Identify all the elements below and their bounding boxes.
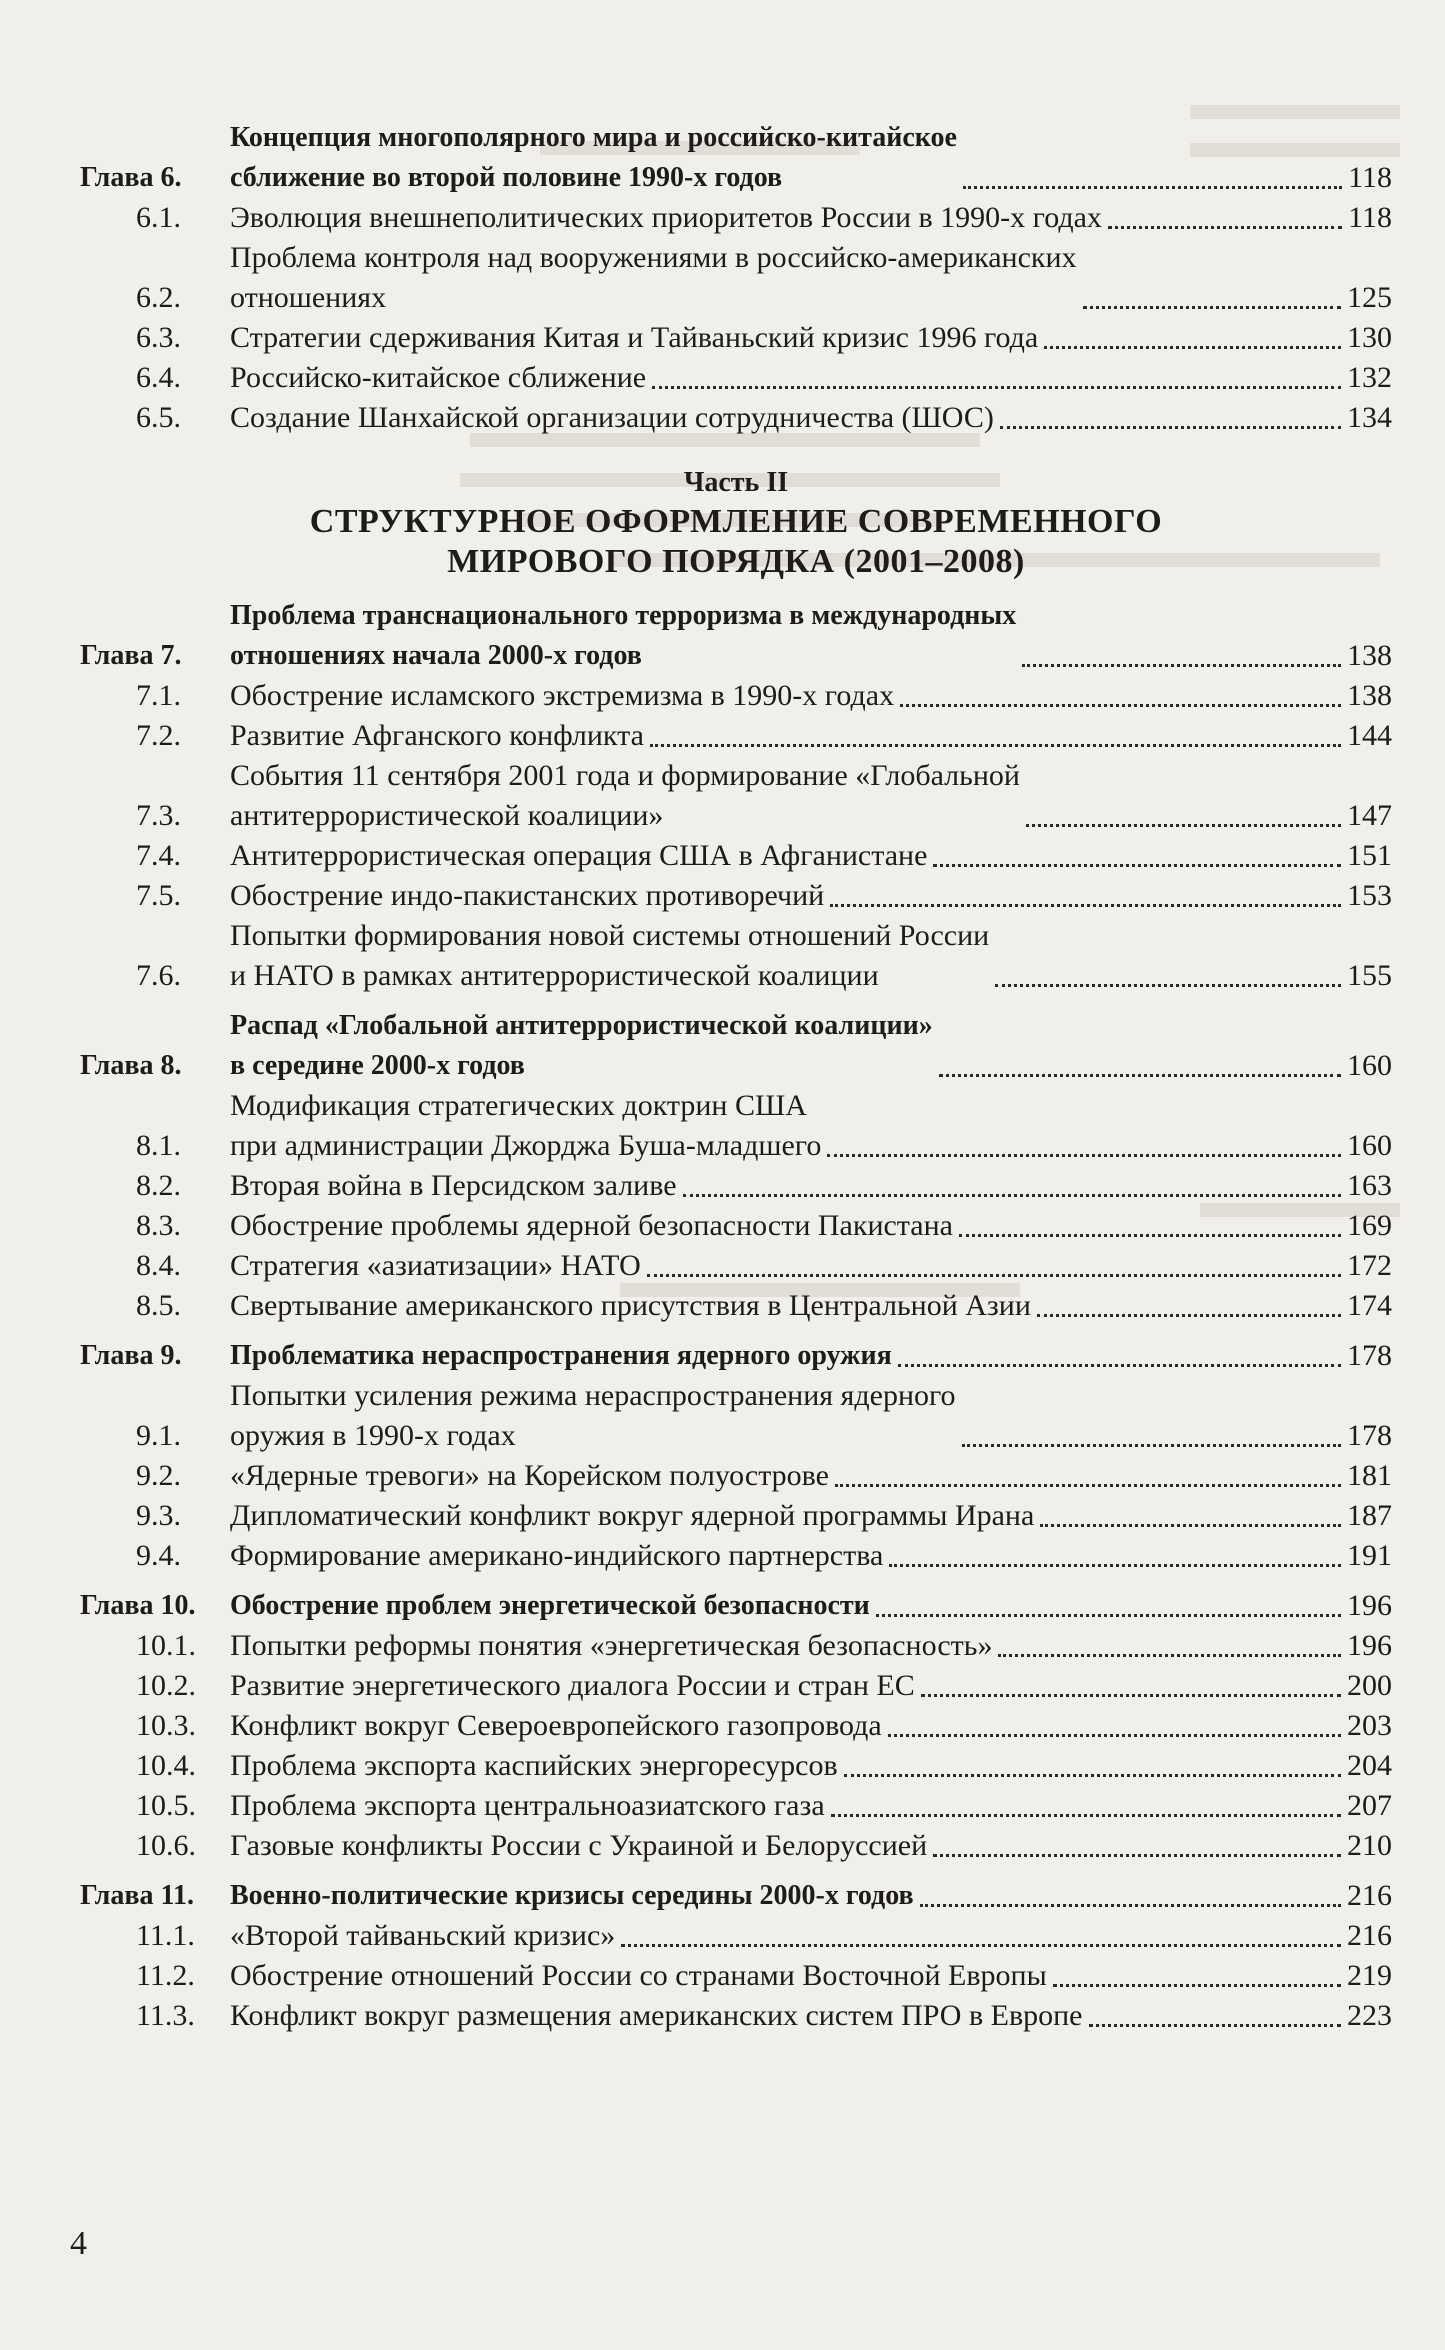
toc-entry-body [230,1786,1392,1826]
toc-entry-body [230,1496,1392,1536]
entry-page-number: 207 [1347,1789,1392,1822]
toc-entry-body [230,676,1392,716]
dot-leader [835,1484,1341,1487]
entry-page-number: 147 [1347,799,1392,832]
dot-leader [1044,346,1341,349]
chapter-number: Глава 8. [80,1050,182,1081]
toc-entry-body [230,836,1392,876]
toc-section-entry [80,1286,1392,1326]
entry-title [230,1496,1034,1536]
entry-page-number: 216 [1347,1879,1392,1912]
toc-section-entry [80,398,1392,438]
section-number: 6.1. [136,201,181,234]
entry-page-number: 174 [1347,1289,1392,1322]
entry-title [230,1706,882,1746]
section-number: 10.5. [136,1789,196,1822]
entry-title-line: Обострение проблемы ядерной безопасности Пакистана [230,1209,953,1242]
dot-leader [898,1364,1341,1367]
entry-title [230,836,927,876]
entry-title [230,1536,883,1576]
toc-entry-body [230,318,1392,358]
entry-page-number: 138 [1347,679,1392,712]
dot-leader [827,1154,1341,1157]
section-number: 9.1. [136,1419,181,1452]
entry-page-number: 203 [1347,1709,1392,1742]
toc-section-entry [80,1706,1392,1746]
entry-title-line: Распад «Глобальной антитеррористической коалиции» [230,1010,933,1041]
entry-title-line: антитеррористической коалиции» [230,799,664,832]
entry-title-line: «Второй тайваньский кризис» [230,1919,616,1952]
toc-section-entry [80,1666,1392,1706]
table-of-contents [80,118,1392,2036]
entry-title-line: Обострение индо-пакистанских противоречий [230,879,825,912]
toc-entry-body [230,1286,1392,1326]
entry-title-line: Обострение проблем энергетической безопасности [230,1590,870,1621]
entry-title-line: Российско-китайское сближение [230,361,647,394]
dot-leader [939,1074,1341,1077]
toc-section-entry [80,676,1392,716]
entry-title [230,716,644,756]
toc-chapter-entry [80,1586,1392,1626]
entry-title [230,596,1016,676]
toc-entry-body [230,1916,1392,1956]
entry-page-number: 169 [1347,1209,1392,1242]
toc-section-entry [80,1746,1392,1786]
entry-title-line: оружия в 1990-х годах [230,1419,516,1452]
dot-leader [876,1614,1341,1617]
section-number: 6.5. [136,401,181,434]
toc-entry-body [230,756,1392,836]
toc-section-entry [80,1626,1392,1666]
dot-leader [900,704,1341,707]
toc-entry-body [230,1166,1392,1206]
entry-title-line: Антитеррористическая операция США в Афганистане [230,839,928,872]
toc-entry-body [230,1996,1392,2036]
entry-page-number: 196 [1347,1629,1392,1662]
entry-page-number: 160 [1347,1129,1392,1162]
dot-leader [650,744,1341,747]
part-label: Часть II [683,467,789,498]
toc-entry-body [230,1536,1392,1576]
entry-title [230,756,1020,836]
dot-leader [998,1654,1341,1657]
section-number: 7.6. [136,959,181,992]
toc-entry-body [230,1246,1392,1286]
toc-entry-body [230,358,1392,398]
entry-title [230,1206,953,1246]
section-number: 8.4. [136,1249,181,1282]
dot-leader [1053,1984,1341,1987]
entry-title-line: Формирование американо-индийского партнерства [230,1539,884,1572]
entry-page-number: 163 [1347,1169,1392,1202]
entry-title [230,1956,1047,1996]
entry-title-line: сближение во второй половине 1990-х годов [230,162,783,193]
entry-title [230,916,989,996]
dot-leader [959,1234,1341,1237]
dot-leader [920,1904,1341,1907]
section-number: 8.1. [136,1129,181,1162]
entry-page-number: 172 [1347,1249,1392,1282]
chapter-number: Глава 6. [80,162,182,193]
dot-leader [962,1444,1341,1447]
section-number: 9.2. [136,1459,181,1492]
dot-leader [647,1274,1341,1277]
section-number: 10.1. [136,1629,196,1662]
entry-title-line: Попытки реформы понятия «энергетическая безопасность» [230,1629,993,1662]
toc-entry-body [230,1456,1392,1496]
dot-leader [844,1774,1341,1777]
toc-entry-body [230,238,1392,318]
toc-entry-body [230,1336,1392,1376]
entry-title-line: Концепция многополярного мира и российско-китайское [230,122,957,153]
section-number: 7.4. [136,839,181,872]
toc-entry-body [230,198,1392,238]
section-number: 7.2. [136,719,181,752]
toc-entry-body [230,118,1392,198]
toc-section-entry [80,1826,1392,1866]
section-number: 7.3. [136,799,181,832]
entry-title-line: Обострение отношений России со странами Восточной Европы [230,1959,1047,1992]
entry-title-line: отношениях [230,281,387,314]
section-number: 8.2. [136,1169,181,1202]
section-number: 9.4. [136,1539,181,1572]
entry-page-number: 125 [1347,281,1392,314]
entry-page-number: 181 [1347,1459,1392,1492]
toc-chapter-entry [80,1336,1392,1376]
entry-title [230,1586,870,1626]
entry-title [230,1666,915,1706]
chapter-number: Глава 10. [80,1590,196,1621]
toc-section-entry [80,1376,1392,1456]
entry-page-number: 138 [1347,639,1392,672]
dot-leader [921,1694,1341,1697]
toc-entry-body [230,1086,1392,1166]
entry-title-line: Проблема экспорта каспийских энергоресурсов [230,1749,838,1782]
toc-section-entry [80,916,1392,996]
entry-title-line: Дипломатический конфликт вокруг ядерной программы Ирана [230,1499,1035,1532]
toc-entry-body [230,1586,1392,1626]
entry-title [230,1916,615,1956]
toc-chapter-entry [80,1006,1392,1086]
entry-title [230,876,824,916]
entry-title [230,1626,992,1666]
toc-section-entry [80,358,1392,398]
chapter-number: Глава 7. [80,640,182,671]
dot-leader [889,1564,1341,1567]
toc-entry-body [230,876,1392,916]
entry-title [230,198,1102,238]
toc-chapter-entry [80,1876,1392,1916]
entry-title-line: Проблема контроля над вооружениями в российско-американских [230,241,1077,274]
entry-page-number: 134 [1347,401,1392,434]
entry-page-number: 155 [1347,959,1392,992]
dot-leader [1000,426,1341,429]
section-number: 7.5. [136,879,181,912]
entry-title-line: Проблема экспорта центральноазиатского газа [230,1789,825,1822]
entry-page-number: 130 [1347,321,1392,354]
entry-title [230,1086,821,1166]
entry-title [230,318,1038,358]
dot-leader [1108,226,1342,229]
entry-title [230,238,1077,318]
dot-leader [933,1854,1341,1857]
dot-leader [830,904,1341,907]
entry-title [230,676,894,716]
entry-title-line: Вторая война в Персидском заливе [230,1169,677,1202]
toc-entry-body [230,1666,1392,1706]
toc-entry-body [230,596,1392,676]
dot-leader [933,864,1341,867]
toc-section-entry [80,1786,1392,1826]
entry-page-number: 153 [1347,879,1392,912]
section-number: 10.4. [136,1749,196,1782]
entry-title-line: Свертывание американского присутствия в Центральной Азии [230,1289,1031,1322]
toc-entry-body [230,716,1392,756]
entry-page-number: 132 [1347,361,1392,394]
entry-title-line: Попытки усиления режима нераспространения ядерного [230,1379,956,1412]
toc-section-entry [80,1956,1392,1996]
dot-leader [683,1194,1341,1197]
entry-title [230,358,646,398]
toc-chapter-entry [80,596,1392,676]
dot-leader [621,1944,1341,1947]
toc-section-entry [80,1166,1392,1206]
toc-section-entry [80,1086,1392,1166]
toc-section-entry [80,1536,1392,1576]
toc-entry-body [230,1876,1392,1916]
entry-title [230,1166,677,1206]
section-number: 6.4. [136,361,181,394]
entry-title-line: Проблема транснационального терроризма в международных [230,600,1017,631]
entry-title-line: События 11 сентября 2001 года и формирование «Глобальной [230,759,1020,792]
entry-title [230,1786,825,1826]
toc-section-entry [80,756,1392,836]
toc-section-entry [80,1996,1392,2036]
toc-entry-body [230,1006,1392,1086]
section-number: 11.3. [136,1999,195,2032]
section-number: 9.3. [136,1499,181,1532]
entry-title [230,118,957,198]
entry-title-line: Эволюция внешнеполитических приоритетов России в 1990-х годах [230,201,1102,234]
entry-title-line: Развитие Афганского конфликта [230,719,644,752]
entry-title-line: отношениях начала 2000-х годов [230,640,642,671]
entry-page-number: 118 [1348,201,1392,234]
section-number: 10.3. [136,1709,196,1742]
toc-entry-body [230,916,1392,996]
section-number: 6.3. [136,321,181,354]
toc-section-entry [80,1496,1392,1536]
entry-title-line: Проблематика нераспространения ядерного оружия [230,1340,892,1371]
section-number: 7.1. [136,679,181,712]
entry-page-number: 204 [1347,1749,1392,1782]
dot-leader [1037,1314,1341,1317]
dot-leader [995,984,1341,987]
entry-page-number: 151 [1347,839,1392,872]
toc-chapter-entry [80,118,1392,198]
section-number: 8.5. [136,1289,181,1322]
entry-page-number: 196 [1347,1589,1392,1622]
section-number: 8.3. [136,1209,181,1242]
entry-title [230,1826,927,1866]
entry-title [230,1006,933,1086]
toc-entry-body [230,1376,1392,1456]
dot-leader [1026,824,1341,827]
dot-leader [1022,664,1341,667]
entry-title [230,1286,1031,1326]
toc-section-entry [80,198,1392,238]
entry-title [230,1996,1083,2036]
toc-entry-body [230,1956,1392,1996]
entry-page-number: 144 [1347,719,1392,752]
entry-title [230,1246,641,1286]
entry-title [230,1336,892,1376]
entry-title-line: Конфликт вокруг размещения американских систем ПРО в Европе [230,1999,1083,2032]
entry-page-number: 219 [1347,1959,1392,1992]
toc-entry-body [230,398,1392,438]
entry-title-line: при администрации Джорджа Буша-младшего [230,1129,822,1162]
entry-title-line: Обострение исламского экстремизма в 1990-х годах [230,679,895,712]
entry-page-number: 118 [1348,161,1392,194]
entry-title [230,1746,838,1786]
part-title-line: СТРУКТУРНОЕ ОФОРМЛЕНИЕ СОВРЕМЕННОГО [309,503,1163,540]
section-number: 6.2. [136,281,181,314]
entry-page-number: 210 [1347,1829,1392,1862]
entry-title [230,1376,956,1456]
entry-title-line: Стратегия «азиатизации» НАТО [230,1249,641,1282]
entry-title-line: Развитие энергетического диалога России и стран ЕС [230,1669,915,1702]
entry-title [230,1876,914,1916]
entry-title [230,398,994,438]
dot-leader [1089,2024,1342,2027]
entry-page-number: 160 [1347,1049,1392,1082]
section-number: 10.6. [136,1829,196,1862]
dot-leader [1040,1524,1341,1527]
dot-leader [652,386,1341,389]
toc-entry-body [230,1826,1392,1866]
dot-leader [831,1814,1341,1817]
section-number: 10.2. [136,1669,196,1702]
entry-title-line: Стратегии сдерживания Китая и Тайваньский кризис 1996 года [230,321,1039,354]
entry-page-number: 223 [1347,1999,1392,2032]
toc-section-entry [80,1206,1392,1246]
chapter-number: Глава 9. [80,1340,182,1371]
entry-title-line: Попытки формирования новой системы отношений России [230,919,990,952]
entry-title-line: и НАТО в рамках антитеррористической коалиции [230,959,879,992]
entry-title-line: Военно-политические кризисы середины 2000-х годов [230,1880,914,1911]
entry-title [230,1456,829,1496]
toc-section-entry [80,836,1392,876]
toc-entry-body [230,1746,1392,1786]
entry-title-line: Создание Шанхайской организации сотрудничества (ШОС) [230,401,994,434]
entry-title-line: «Ядерные тревоги» на Корейском полуострове [230,1459,829,1492]
section-number: 11.1. [136,1919,195,1952]
toc-section-entry [80,318,1392,358]
page-number: 4 [70,2225,87,2262]
toc-entry-body [230,1626,1392,1666]
toc-section-entry [80,1246,1392,1286]
entry-title-line: Газовые конфликты России с Украиной и Белоруссией [230,1829,928,1862]
chapter-number: Глава 11. [80,1880,194,1911]
entry-title-line: в середине 2000-х годов [230,1050,525,1081]
part-title-line: МИРОВОГО ПОРЯДКА (2001–2008) [447,543,1025,580]
dot-leader [963,186,1342,189]
dot-leader [888,1734,1341,1737]
toc-section-entry [80,238,1392,318]
entry-page-number: 178 [1347,1339,1392,1372]
entry-title-line: Конфликт вокруг Североевропейского газопровода [230,1709,882,1742]
toc-section-entry [80,716,1392,756]
entry-page-number: 178 [1347,1419,1392,1452]
toc-section-entry [80,1456,1392,1496]
toc-section-entry [80,1916,1392,1956]
entry-page-number: 216 [1347,1919,1392,1952]
entry-page-number: 187 [1347,1499,1392,1532]
entry-title-line: Модификация стратегических доктрин США [230,1089,807,1122]
section-number: 11.2. [136,1959,195,1992]
entry-page-number: 200 [1347,1669,1392,1702]
toc-entry-body [230,1206,1392,1246]
toc-entry-body [230,1706,1392,1746]
toc-section-entry [80,876,1392,916]
dot-leader [1083,306,1341,309]
entry-page-number: 191 [1347,1539,1392,1572]
